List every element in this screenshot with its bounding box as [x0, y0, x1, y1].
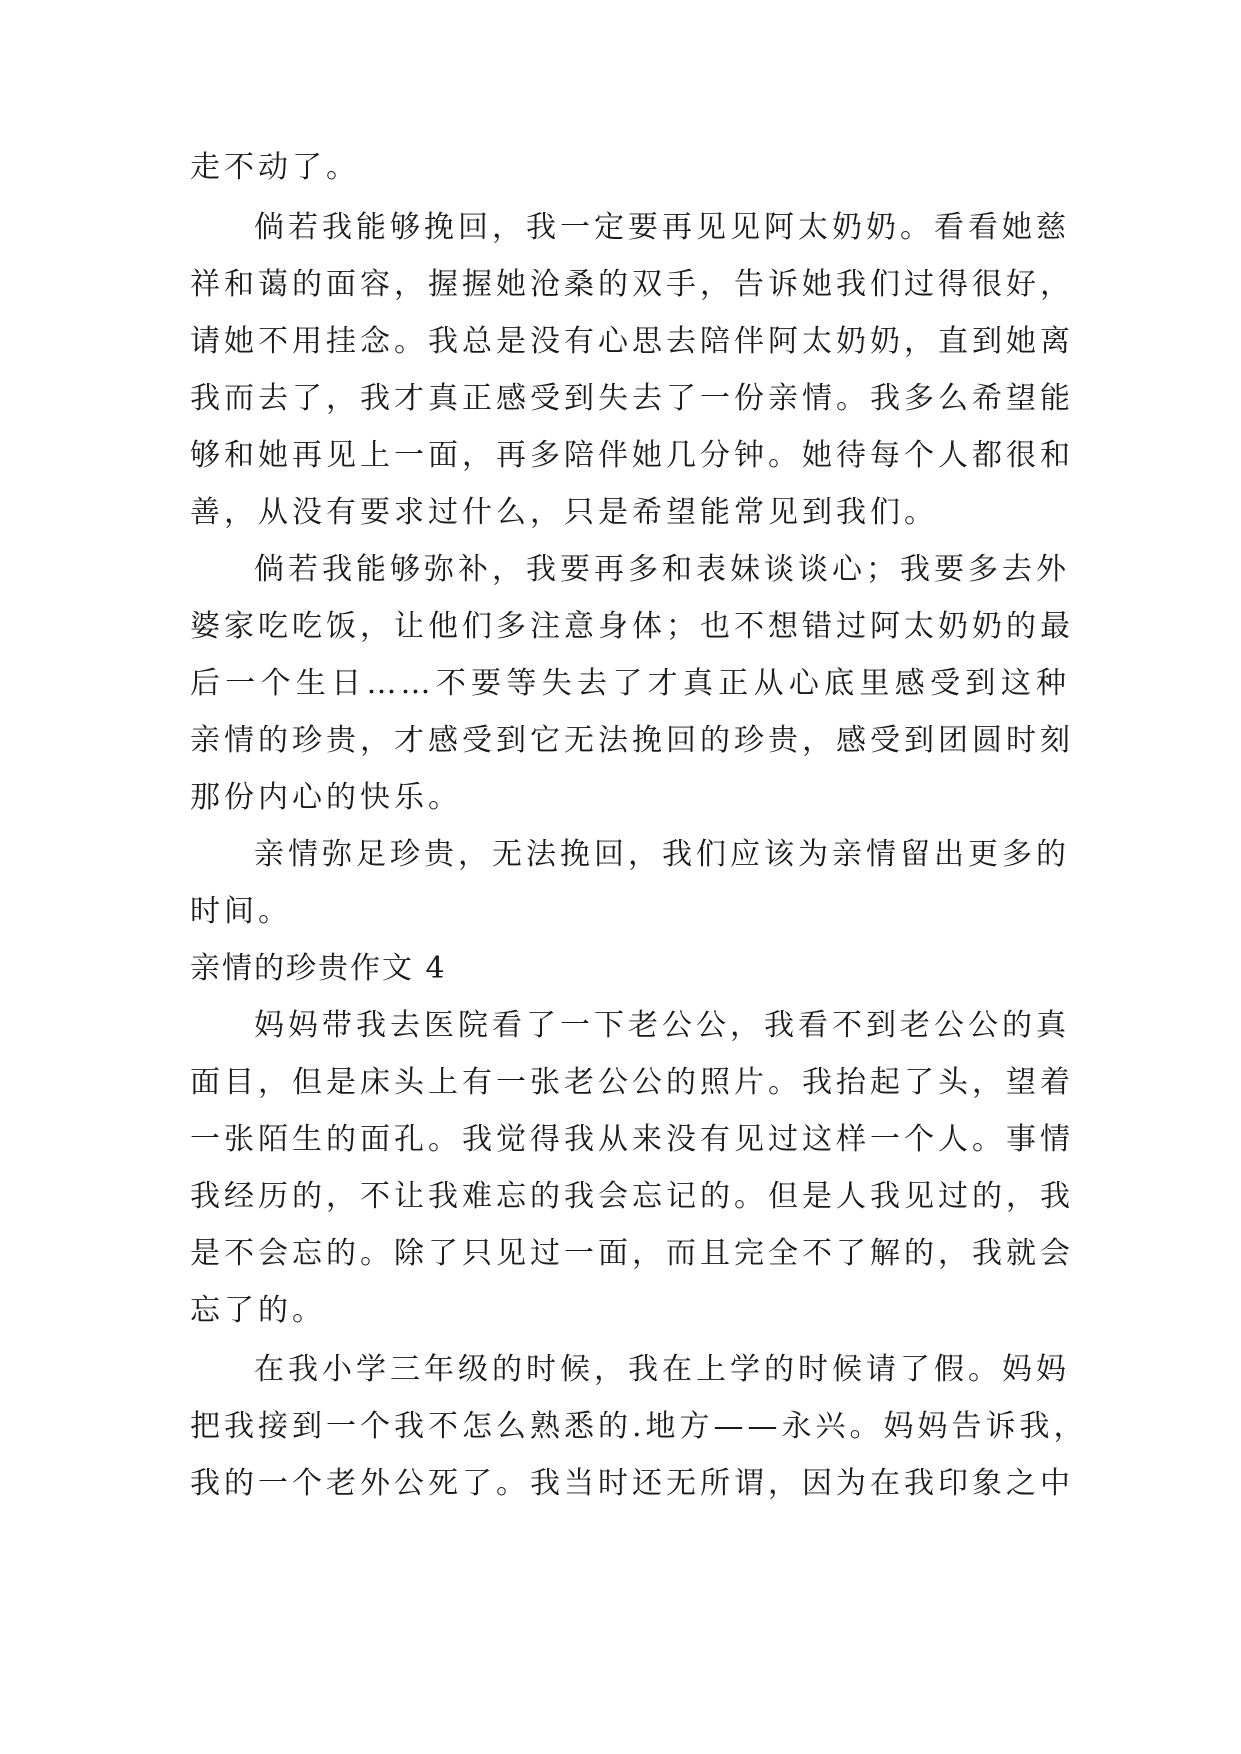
text-line: 时间。 — [190, 894, 292, 929]
text-line: 我而去了，我才真正感受到失去了一份亲情。我多么希望能 — [190, 381, 1074, 416]
text-line: 面目，但是床头上有一张老公公的照片。我抬起了头，望着 — [190, 1065, 1074, 1100]
text-line: 走不动了。 — [190, 150, 360, 185]
section-heading: 亲情的珍贵作文 4 — [190, 951, 447, 986]
paragraph-first-line: 倘若我能够挽回，我一定要再见见阿太奶奶。看看她慈 — [254, 210, 1070, 245]
paragraph-first-line: 妈妈带我去医院看了一下老公公，我看不到老公公的真 — [254, 1008, 1070, 1043]
paragraph-first-line: 在我小学三年级的时候，我在上学的时候请了假。妈妈 — [254, 1352, 1070, 1387]
text-line: 我经历的，不让我难忘的我会忘记的。但是人我见过的，我 — [190, 1179, 1074, 1214]
text-line: 那份内心的快乐。 — [190, 780, 462, 815]
text-line: 亲情的珍贵，才感受到它无法挽回的珍贵，感受到团圆时刻 — [190, 723, 1074, 758]
text-line: 请她不用挂念。我总是没有心思去陪伴阿太奶奶，直到她离 — [190, 324, 1074, 359]
text-line: 婆家吃吃饭，让他们多注意身体；也不想错过阿太奶奶的最 — [190, 609, 1074, 644]
text-line: 把我接到一个我不怎么熟悉的.地方——永兴。妈妈告诉我， — [190, 1409, 1088, 1444]
text-line: 忘了的。 — [190, 1293, 326, 1328]
paragraph-first-line: 亲情弥足珍贵，无法挽回，我们应该为亲情留出更多的 — [254, 837, 1070, 872]
text-line: 善，从没有要求过什么，只是希望能常见到我们。 — [190, 495, 938, 530]
text-line: 一张陌生的面孔。我觉得我从来没有见过这样一个人。事情 — [190, 1122, 1074, 1157]
text-line: 后一个生日……不要等失去了才真正从心底里感受到这种 — [190, 666, 1070, 701]
text-line: 是不会忘的。除了只见过一面，而且完全不了解的，我就会 — [190, 1236, 1074, 1271]
text-line: 够和她再见上一面，再多陪伴她几分钟。她待每个人都很和 — [190, 438, 1074, 473]
paragraph-first-line: 倘若我能够弥补，我要再多和表妹谈谈心；我要多去外 — [254, 552, 1070, 587]
text-line: 我的一个老外公死了。我当时还无所谓，因为在我印象之中 — [190, 1466, 1074, 1501]
text-line: 祥和蔼的面容，握握她沧桑的双手，告诉她我们过得很好， — [190, 267, 1074, 302]
